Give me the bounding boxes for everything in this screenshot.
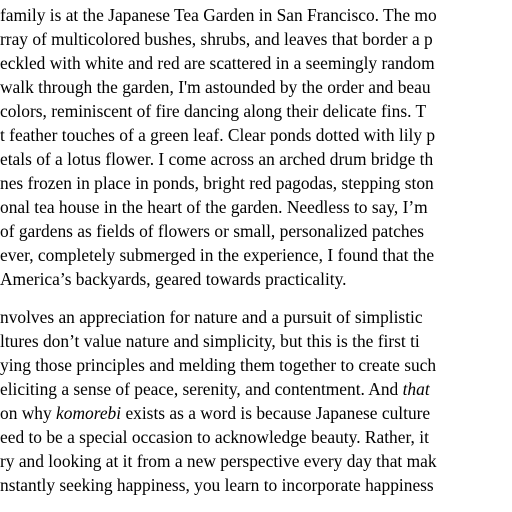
text-line: eed to be a special occasion to acknowledge beauty. Rather, it	[0, 427, 429, 447]
text-line: eckled with white and red are scattered in a seemingly random	[0, 53, 435, 73]
text-line: ltures don’t value nature and simplicity, but this is the first ti	[0, 331, 420, 351]
text-run: on why	[0, 403, 57, 423]
text-line: nes frozen in place in ponds, bright red pagodas, stepping ston	[0, 173, 434, 193]
text-line: family is at the Japanese Tea Garden in San Francisco. The mo	[0, 5, 437, 25]
text-line: of gardens as fields of flowers or small, personalized patches	[0, 221, 424, 241]
text-line: onal tea house in the heart of the garden. Needless to say, I’m	[0, 197, 428, 217]
text-run: eliciting a sense of peace, serenity, and contentment. And	[0, 379, 403, 399]
text-run: exists as a word is because Japanese culture	[121, 403, 431, 423]
text-line: walk through the garden, I'm astounded by the order and beau	[0, 77, 431, 97]
text-line: ever, completely submerged in the experience, I found that the	[0, 245, 435, 265]
text-line: etals of a lotus flower. I come across an arched drum bridge th	[0, 149, 434, 169]
text-line: ying those principles and melding them together to create such	[0, 355, 437, 375]
text-line: t feather touches of a green leaf. Clear ponds dotted with lily p	[0, 125, 436, 145]
text-line	[0, 378, 430, 400]
text-line: America’s backyards, geared towards practicality.	[0, 269, 347, 289]
italic-word: komorebi	[56, 403, 122, 423]
text-line	[0, 402, 430, 424]
text-line: nstantly seeking happiness, you learn to incorporate happiness	[0, 475, 434, 495]
text-line: nvolves an appreciation for nature and a pursuit of simplistic	[0, 307, 423, 327]
italic-word: that	[402, 379, 430, 399]
text-line: rray of multicolored bushes, shrubs, and leaves that border a p	[0, 29, 433, 49]
text-line: ry and looking at it from a new perspective every day that mak	[0, 451, 437, 471]
text-line: colors, reminiscent of fire dancing along their delicate fins. T	[0, 101, 427, 121]
